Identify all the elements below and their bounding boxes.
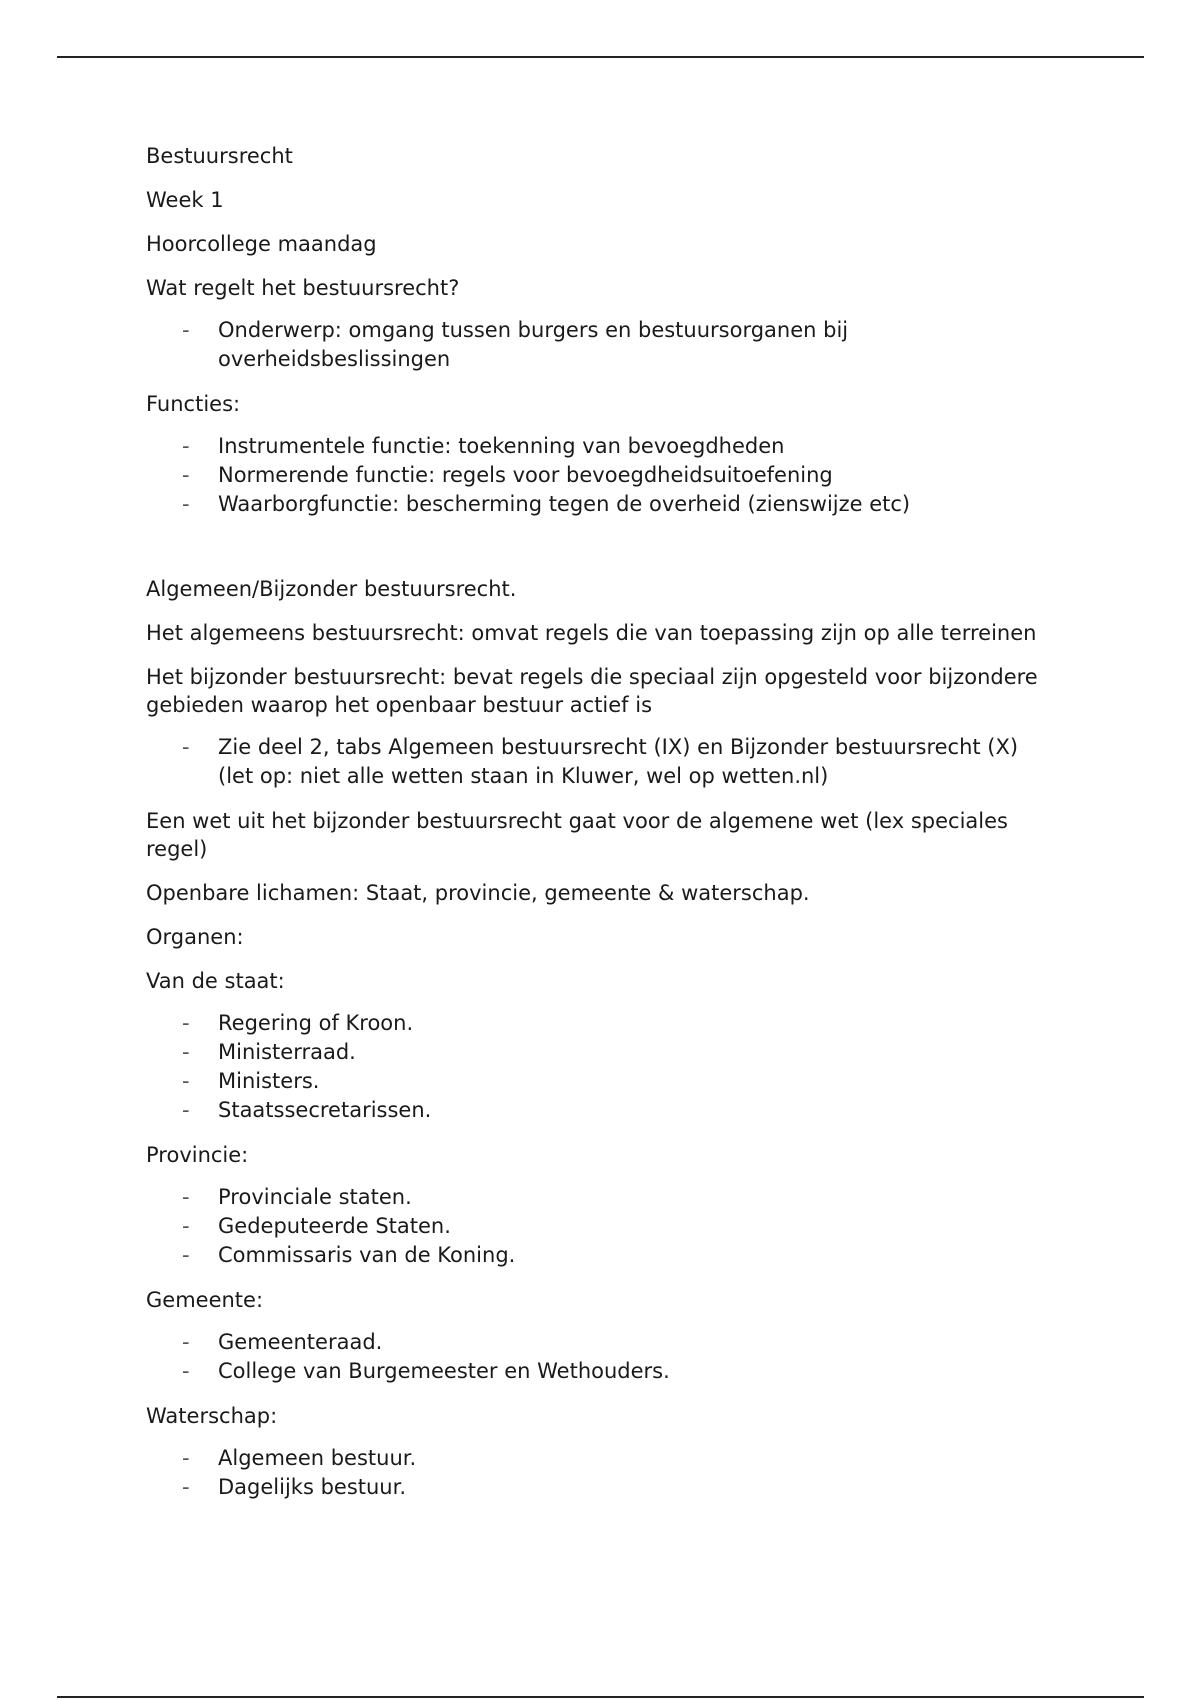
list-item [146,1009,1046,1038]
list-item [146,490,1046,519]
waterboard-heading: Waterschap: [146,1404,278,1428]
list-item [146,733,1046,791]
state-heading: Van de staat: [146,969,285,993]
public-bodies-text: Openbare lichamen: Staat, provincie, gemeente & waterschap. [146,881,810,905]
province-list [146,1183,1046,1270]
functions-list [146,432,1046,519]
list-item-text: Instrumentele functie: toekenning van bevoegdheden [218,434,785,458]
list-item-text: Commissaris van de Koning. [218,1243,516,1267]
bullet-dash: - [182,434,190,458]
see-list [146,733,1046,791]
list-item-text: Regering of Kroon. [218,1011,414,1035]
bullet-dash: - [182,1359,190,1383]
lex-specialis-text: Een wet uit het bijzonder bestuursrecht gaat voor de algemene wet (lex speciales regel) [146,809,1008,861]
functions-heading: Functies: [146,392,241,416]
general-special-heading: Algemeen/Bijzonder bestuursrecht. [146,577,517,601]
waterboard-list [146,1444,1046,1502]
list-item-text: Dagelijks bestuur. [218,1475,406,1499]
list-item [146,1357,1046,1386]
list-item-text: Ministerraad. [218,1040,356,1064]
header-rule [57,56,1144,58]
list-item [146,1444,1046,1473]
document-body [146,142,1046,1518]
list-item [146,1473,1046,1502]
bullet-dash: - [182,1185,190,1209]
list-item-text: College van Burgemeester en Wethouders. [218,1359,670,1383]
list-item [146,1096,1046,1125]
bullet-dash: - [182,735,190,759]
bullet-dash: - [182,1214,190,1238]
organs-heading: Organen: [146,925,244,949]
bullet-dash: - [182,1011,190,1035]
week-label: Week 1 [146,188,224,212]
bullet-dash: - [182,1243,190,1267]
list-item [146,1067,1046,1096]
bullet-dash: - [182,1330,190,1354]
list-item [146,432,1046,461]
list-item-text: Gemeenteraad. [218,1330,383,1354]
question-heading: Wat regelt het bestuursrecht? [146,276,460,300]
list-item-text: Onderwerp: omgang tussen burgers en bestuursorganen bij overheidsbeslissingen [218,318,849,371]
bullet-dash: - [182,318,190,342]
state-list [146,1009,1046,1125]
list-item [146,1212,1046,1241]
document-title: Bestuursrecht [146,144,293,168]
list-item [146,461,1046,490]
municipality-heading: Gemeente: [146,1288,264,1312]
list-item-text: Algemeen bestuur. [218,1446,417,1470]
bullet-dash: - [182,1475,190,1499]
list-item-text: Zie deel 2, tabs Algemeen bestuursrecht (IX) en Bijzonder bestuursrecht (X) (let op: niet alle wetten staan in Kluwer, wel op wetten.nl) [218,735,1019,788]
list-item [146,1183,1046,1212]
municipality-list [146,1328,1046,1386]
footer-rule [57,1696,1144,1698]
list-item-text: Staatssecretarissen. [218,1098,432,1122]
lecture-label: Hoorcollege maandag [146,232,377,256]
list-item [146,1328,1046,1357]
list-item [146,1241,1046,1270]
special-definition: Het bijzonder bestuursrecht: bevat regels die speciaal zijn opgesteld voor bijzondere gebieden waarop het openbaar bestuur actief is [146,665,1038,717]
province-heading: Provincie: [146,1143,249,1167]
bullet-dash: - [182,463,190,487]
general-definition: Het algemeens bestuursrecht: omvat regels die van toepassing zijn op alle terreinen [146,621,1037,645]
list-item [146,1038,1046,1067]
bullet-dash: - [182,1069,190,1093]
bullet-dash: - [182,1098,190,1122]
list-item-text: Waarborgfunctie: bescherming tegen de overheid (zienswijze etc) [218,492,911,516]
bullet-dash: - [182,1040,190,1064]
list-item-text: Normerende functie: regels voor bevoegdheidsuitoefening [218,463,833,487]
list-item-text: Ministers. [218,1069,320,1093]
list-item-text: Provinciale staten. [218,1185,412,1209]
bullet-dash: - [182,492,190,516]
what-list [146,316,1046,374]
list-item-text: Gedeputeerde Staten. [218,1214,451,1238]
list-item [146,316,1046,374]
bullet-dash: - [182,1446,190,1470]
